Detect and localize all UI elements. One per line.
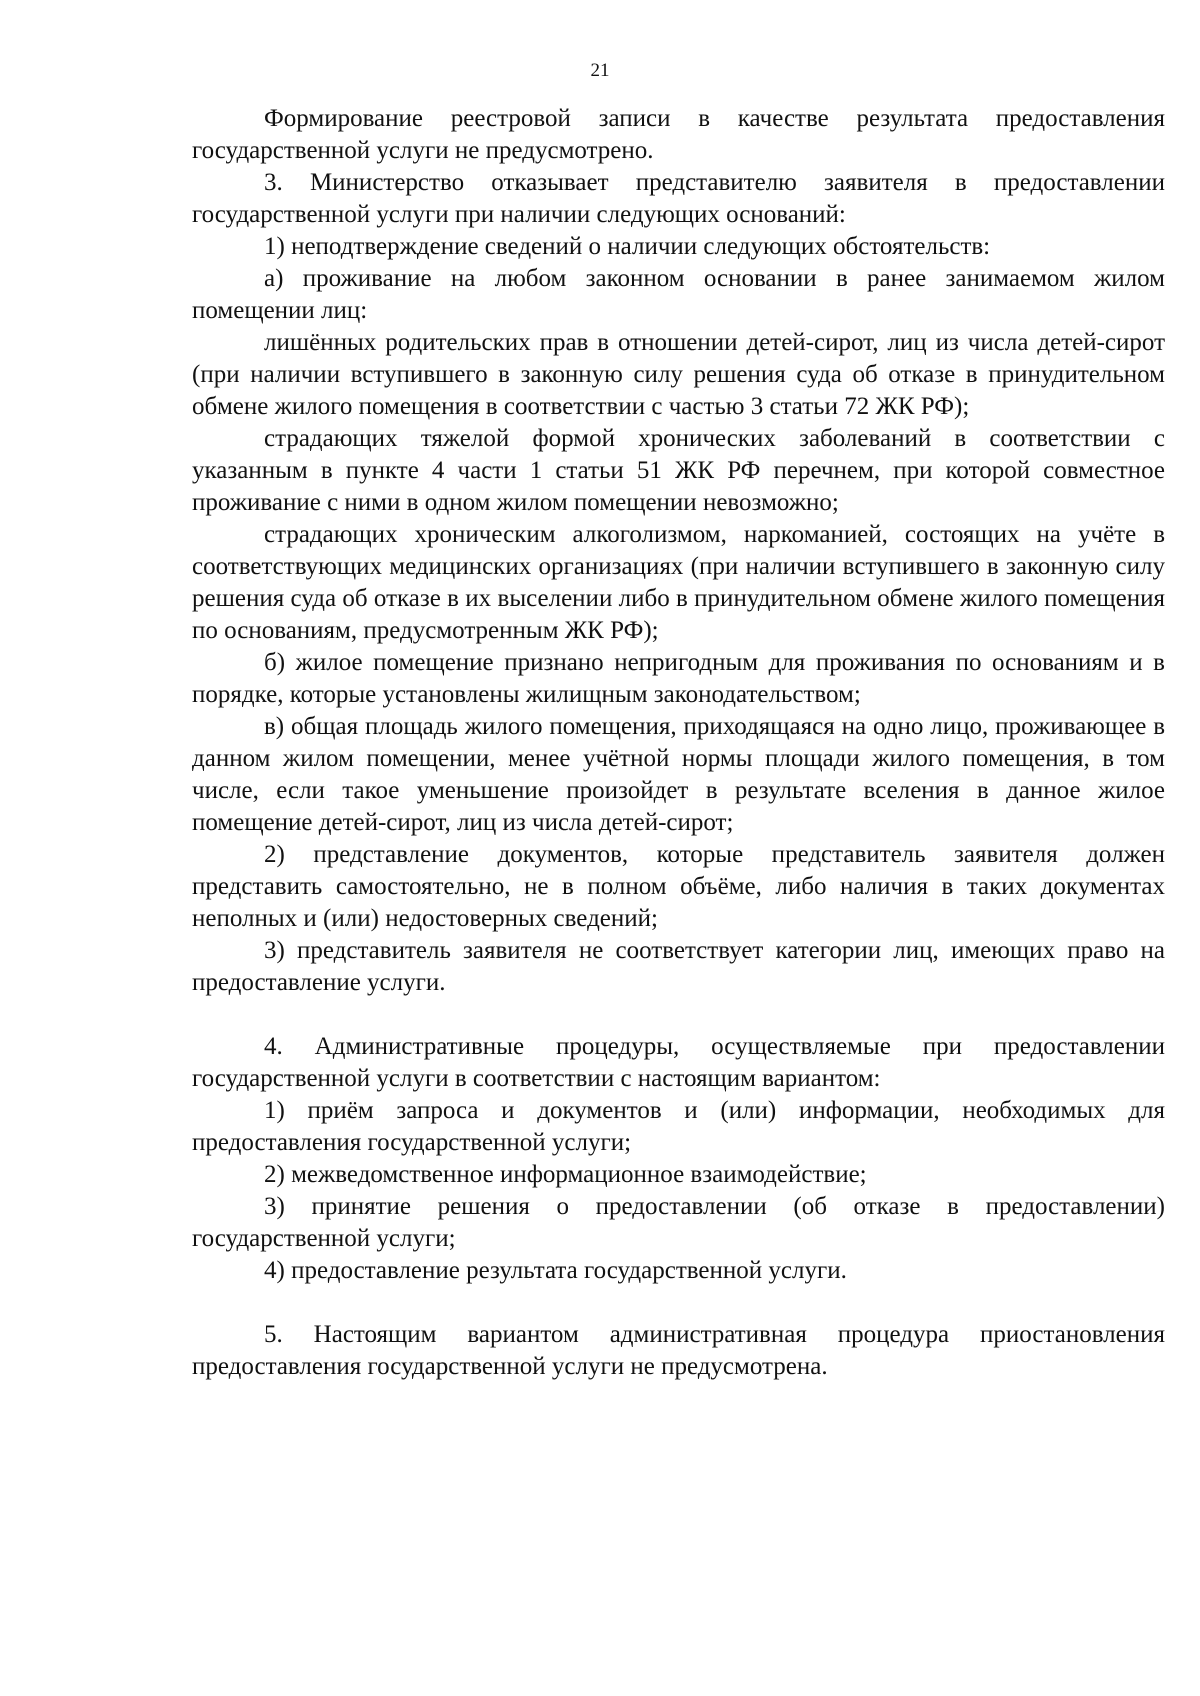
page-number: 21 — [590, 60, 610, 81]
list-item-v-area-norm: в) общая площадь жилого помещения, приходящаяся на одно лицо, проживающее в данном жилом помещении, менее учётной нормы площади жилого помещения, в том числе, если такое уменьшение произойдет в результате вселения в данное жилое помещение детей-сирот, лиц из числа детей-сирот; — [192, 713, 1165, 836]
list-subitem-alcoholism: страдающих хроническим алкоголизмом, наркоманией, состоящих на учёте в соответствующих медицинских организациях (при наличии вступившего в законную силу решения суда об отказе в их выселении либо в принудительном обмене жилого помещения по основаниям, предусмотренным ЖК РФ); — [192, 521, 1165, 644]
paragraph-registry-record: Формирование реестровой записи в качестве результата предоставления государственной услуги не предусмотрено. — [192, 105, 1165, 164]
paragraph-suspension: 5. Настоящим вариантом административная процедура приостановления предоставления государственной услуги не предусмотрена. — [192, 1321, 1165, 1380]
list-item-b-unfit-housing: б) жилое помещение признано непригодным для проживания по основаниям и в порядке, которые установлены жилищным законодательством; — [192, 649, 1165, 708]
list-subitem-deprived-rights: лишённых родительских прав в отношении детей-сирот, лиц из числа детей-сирот (при наличии вступившего в законную силу решения суда об отказе в принудительном обмене жилого помещения в соответствии с частью 3 статьи 72 ЖК РФ); — [192, 329, 1165, 420]
paragraph-refusal-grounds: 3. Министерство отказывает представителю заявителя в предоставлении государственной услуги при наличии следующих оснований: — [192, 169, 1165, 228]
procedure-item-2: 2) межведомственное информационное взаимодействие; — [264, 1161, 867, 1188]
procedure-item-4: 4) предоставление результата государственной услуги. — [264, 1257, 847, 1284]
list-item-a-residence: а) проживание на любом законном основании в ранее занимаемом жилом помещении лиц: — [192, 265, 1165, 324]
list-item-3-category: 3) представитель заявителя не соответствует категории лиц, имеющих право на предоставление услуги. — [192, 937, 1165, 996]
document-body — [192, 103, 1165, 1383]
procedure-item-3: 3) принятие решения о предоставлении (об отказе в предоставлении) государственной услуги; — [192, 1193, 1165, 1252]
procedure-item-1: 1) приём запроса и документов и (или) информации, необходимых для предоставления государственной услуги; — [192, 1097, 1165, 1156]
list-item-2-documents: 2) представление документов, которые представитель заявителя должен представить самостоятельно, не в полном объёме, либо наличия в таких документах неполных и (или) недостоверных сведений; — [192, 841, 1165, 932]
list-item-1-non-confirmation: 1) неподтверждение сведений о наличии следующих обстоятельств: — [264, 233, 991, 260]
paragraph-admin-procedures: 4. Административные процедуры, осуществляемые при предоставлении государственной услуги в соответствии с настоящим вариантом: — [192, 1033, 1165, 1092]
list-subitem-chronic-disease: страдающих тяжелой формой хронических заболеваний в соответствии с указанным в пункте 4 части 1 статьи 51 ЖК РФ перечнем, при которой совместное проживание с ними в одном жилом помещении невозможно; — [192, 425, 1165, 516]
